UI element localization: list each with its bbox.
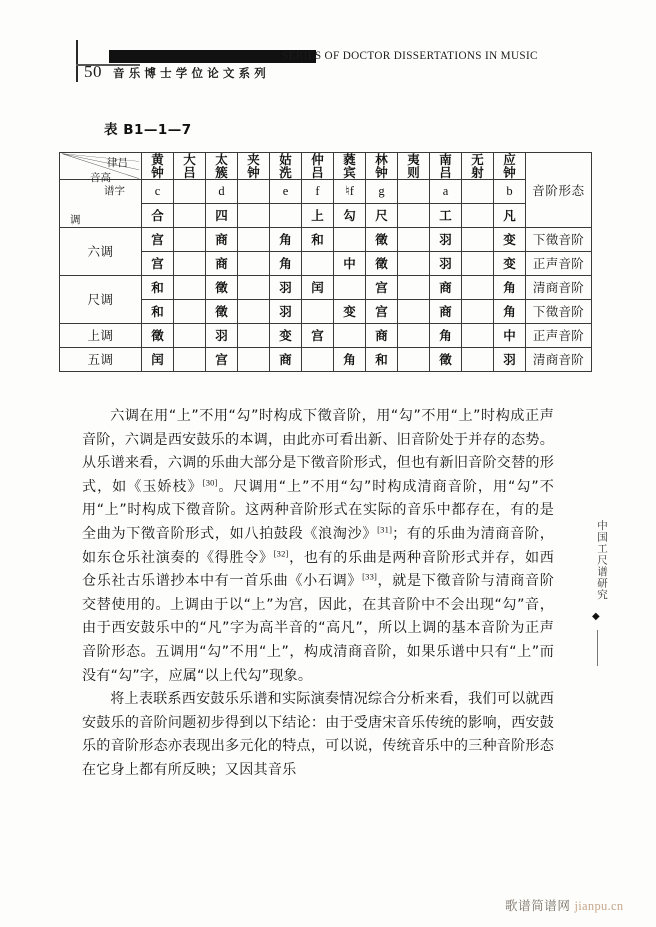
para1-seg2: 。尺调用“上”不用“勾”时构成清商音阶，用“勾”不用“上”时构成下徵音阶。这两种音阶形式在实际的音乐中都存在，有的是全曲为下徵音阶形式，如八拍鼓段《浪淘沙》 (82, 478, 554, 542)
footnote-ref-32: [32] (273, 547, 289, 558)
column-header-lvlv: 夷 则 (398, 153, 430, 180)
degree-cell: 宫 (142, 252, 174, 276)
degree-cell (462, 324, 494, 348)
degree-cell (462, 252, 494, 276)
scale-shape-cell: 下徵音阶 (526, 228, 592, 252)
table-row (60, 276, 592, 300)
watermark-chinese: 歌谱简谱网 (505, 898, 571, 913)
degree-cell (462, 228, 494, 252)
page-number: 50 (84, 62, 102, 81)
degree-cell: 宫 (142, 228, 174, 252)
row-label-上调: 上调 (60, 324, 142, 348)
degree-cell (302, 252, 334, 276)
pitch-cell: f (302, 180, 334, 204)
degree-cell (398, 276, 430, 300)
degree-cell: 变 (334, 300, 366, 324)
side-margin-rule (597, 630, 598, 666)
degree-cell: 商 (270, 348, 302, 372)
paragraph-1 (82, 405, 554, 688)
degree-cell (174, 300, 206, 324)
footnote-ref-30: [30] (202, 477, 218, 488)
table-gongche-row (60, 204, 592, 228)
degree-cell: 和 (366, 348, 398, 372)
column-header-lvlv: 大 吕 (174, 153, 206, 180)
degree-cell: 商 (206, 228, 238, 252)
table-container (59, 152, 589, 372)
degree-cell (398, 324, 430, 348)
shape-column-header: 音阶形态 (526, 153, 592, 228)
gongche-cell: 勾 (334, 204, 366, 228)
degree-cell: 徵 (206, 276, 238, 300)
watermark (505, 896, 623, 914)
para1-seg5: ，就是下徵音阶与清商音阶交替使用的。上调由于以“上”为宫，因此，在其音阶中不会出现“勾”音，由于西安鼓乐中的“凡”字为高半音的“高凡”，所以上调的基本音阶为正声音阶形态。五调用“勾”不用“上”，构成清商音阶，如果乐谱中只有“上”而没有“勾”字，应属“以上代勾”现象。 (82, 573, 554, 684)
pitch-cell (238, 180, 270, 204)
pitch-cell: ♮f (334, 180, 366, 204)
degree-cell (238, 252, 270, 276)
row-label-五调: 五调 (60, 348, 142, 372)
degree-cell: 羽 (430, 228, 462, 252)
column-header-lvlv: 蕤 宾 (334, 153, 366, 180)
degree-cell: 角 (334, 348, 366, 372)
corner-label-yingao: 音高 (90, 172, 111, 184)
side-margin-label: 中国工尺谱研究 (596, 520, 608, 601)
degree-cell: 宫 (302, 324, 334, 348)
corner-header-cell (60, 153, 142, 226)
degree-cell: 羽 (270, 300, 302, 324)
gongche-cell: 合 (142, 204, 174, 228)
table-pitch-row (60, 180, 592, 204)
degree-cell (334, 228, 366, 252)
paragraph-2: 将上表联系西安鼓乐乐谱和实际演奏情况综合分析来看，我们可以就西安鼓乐的音阶问题初步得到以下结论：由于受唐宋音乐传统的影响，西安鼓乐的音阶形态亦表现出多元化的特点，可以说，传统音乐中的三种音阶形态在它身上都有所反映；又因其音乐 (82, 691, 554, 778)
degree-cell (174, 252, 206, 276)
column-header-lvlv: 无 射 (462, 153, 494, 180)
pitch-cell: a (430, 180, 462, 204)
degree-cell (174, 348, 206, 372)
para1-seg4: ，也有的乐曲是两种音阶形式并存，如西仓乐社古乐谱抄本中有一首乐曲《小石调》 (82, 549, 554, 590)
watermark-domain: jianpu.cn (574, 899, 624, 913)
table-row (60, 228, 592, 252)
gongche-cell: 四 (206, 204, 238, 228)
pitch-cell: d (206, 180, 238, 204)
series-title-chinese: 音乐博士学位论文系列 (113, 66, 270, 80)
degree-cell: 宫 (366, 300, 398, 324)
scale-shape-cell: 正声音阶 (526, 324, 592, 348)
degree-cell: 闰 (142, 348, 174, 372)
running-head (0, 0, 656, 100)
degree-cell: 和 (302, 228, 334, 252)
degree-cell: 角 (494, 300, 526, 324)
degree-cell (238, 300, 270, 324)
degree-cell: 变 (494, 252, 526, 276)
degree-cell (398, 300, 430, 324)
pitch-cell: g (366, 180, 398, 204)
row-label-六调: 六调 (60, 228, 142, 276)
degree-cell (238, 276, 270, 300)
degree-cell (302, 300, 334, 324)
corner-label-diao: 调 (70, 214, 81, 226)
scale-shape-cell: 下徵音阶 (526, 300, 592, 324)
footnote-ref-31: [31] (377, 524, 393, 535)
pitch-cell (398, 180, 430, 204)
scale-shape-cell: 正声音阶 (526, 252, 592, 276)
gongche-cell: 凡 (494, 204, 526, 228)
pitch-cell (174, 180, 206, 204)
degree-cell: 中 (334, 252, 366, 276)
pitch-cell: e (270, 180, 302, 204)
series-title-english: SERIES OF DOCTOR DISSERTATIONS IN MUSIC (282, 50, 538, 62)
side-diamond-icon: ◆ (592, 611, 600, 622)
degree-cell: 徵 (142, 324, 174, 348)
table-row (60, 324, 592, 348)
gongche-cell (174, 204, 206, 228)
degree-cell: 羽 (494, 348, 526, 372)
degree-cell: 角 (270, 252, 302, 276)
degree-cell: 羽 (206, 324, 238, 348)
degree-cell: 角 (270, 228, 302, 252)
column-header-lvlv: 南 吕 (430, 153, 462, 180)
degree-cell: 变 (494, 228, 526, 252)
degree-cell: 角 (494, 276, 526, 300)
pitch-cell (462, 180, 494, 204)
degree-cell: 羽 (270, 276, 302, 300)
degree-cell: 闰 (302, 276, 334, 300)
degree-cell: 和 (142, 300, 174, 324)
degree-cell (238, 228, 270, 252)
degree-cell: 羽 (430, 252, 462, 276)
para1-seg3: ；有的乐曲为清商音阶，如东仓乐社演奏的《得胜令》 (82, 525, 554, 566)
degree-cell (334, 276, 366, 300)
degree-cell (174, 324, 206, 348)
degree-cell (462, 276, 494, 300)
gongche-cell (238, 204, 270, 228)
degree-cell (398, 348, 430, 372)
header-vertical-rule (76, 40, 78, 82)
degree-cell: 徵 (366, 228, 398, 252)
degree-cell: 徵 (430, 348, 462, 372)
degree-cell: 宫 (206, 348, 238, 372)
gongche-cell (270, 204, 302, 228)
degree-cell (238, 348, 270, 372)
degree-cell (462, 300, 494, 324)
degree-cell (398, 228, 430, 252)
scale-form-table (59, 152, 592, 372)
degree-cell: 和 (142, 276, 174, 300)
degree-cell: 角 (430, 324, 462, 348)
column-header-lvlv: 夹 钟 (238, 153, 270, 180)
gongche-cell (462, 204, 494, 228)
column-header-lvlv: 应 钟 (494, 153, 526, 180)
corner-label-lvlv: 律吕 (107, 157, 128, 169)
table-header-row (60, 153, 592, 180)
degree-cell: 商 (430, 300, 462, 324)
column-header-lvlv: 太 簇 (206, 153, 238, 180)
gongche-cell: 上 (302, 204, 334, 228)
column-header-lvlv: 林 钟 (366, 153, 398, 180)
degree-cell (302, 348, 334, 372)
degree-cell: 商 (430, 276, 462, 300)
degree-cell: 徵 (366, 252, 398, 276)
degree-cell (462, 348, 494, 372)
degree-cell: 变 (270, 324, 302, 348)
degree-cell (334, 324, 366, 348)
degree-cell (238, 324, 270, 348)
column-header-lvlv: 黄 钟 (142, 153, 174, 180)
para1-seg1: 六调在用“上”不用“勾”时构成下徵音阶，用“勾”不用“上”时构成正声音阶，六调是西安鼓乐的本调，由此亦可看出新、旧音阶处于并存的态势。从乐谱来看，六调的乐曲大部分是下徵音阶形式，但也有新旧音阶交替的形式，如《玉娇枝》 (82, 408, 554, 495)
column-header-lvlv: 姑 洗 (270, 153, 302, 180)
corner-label-puzi: 谱字 (104, 185, 125, 197)
pitch-cell: c (142, 180, 174, 204)
gongche-cell: 尺 (366, 204, 398, 228)
body-text (82, 405, 554, 783)
degree-cell: 宫 (366, 276, 398, 300)
footnote-ref-33: [33] (362, 571, 378, 582)
table-caption: 表 B1—1—7 (104, 122, 192, 138)
degree-cell (174, 276, 206, 300)
scale-shape-cell: 清商音阶 (526, 276, 592, 300)
gongche-cell (398, 204, 430, 228)
column-header-lvlv: 仲 吕 (302, 153, 334, 180)
scale-shape-cell: 清商音阶 (526, 348, 592, 372)
gongche-cell: 工 (430, 204, 462, 228)
degree-cell: 中 (494, 324, 526, 348)
degree-cell: 徵 (206, 300, 238, 324)
table-row (60, 348, 592, 372)
degree-cell (398, 252, 430, 276)
row-label-尺调: 尺调 (60, 276, 142, 324)
degree-cell (174, 228, 206, 252)
degree-cell: 商 (366, 324, 398, 348)
pitch-cell: b (494, 180, 526, 204)
degree-cell: 商 (206, 252, 238, 276)
